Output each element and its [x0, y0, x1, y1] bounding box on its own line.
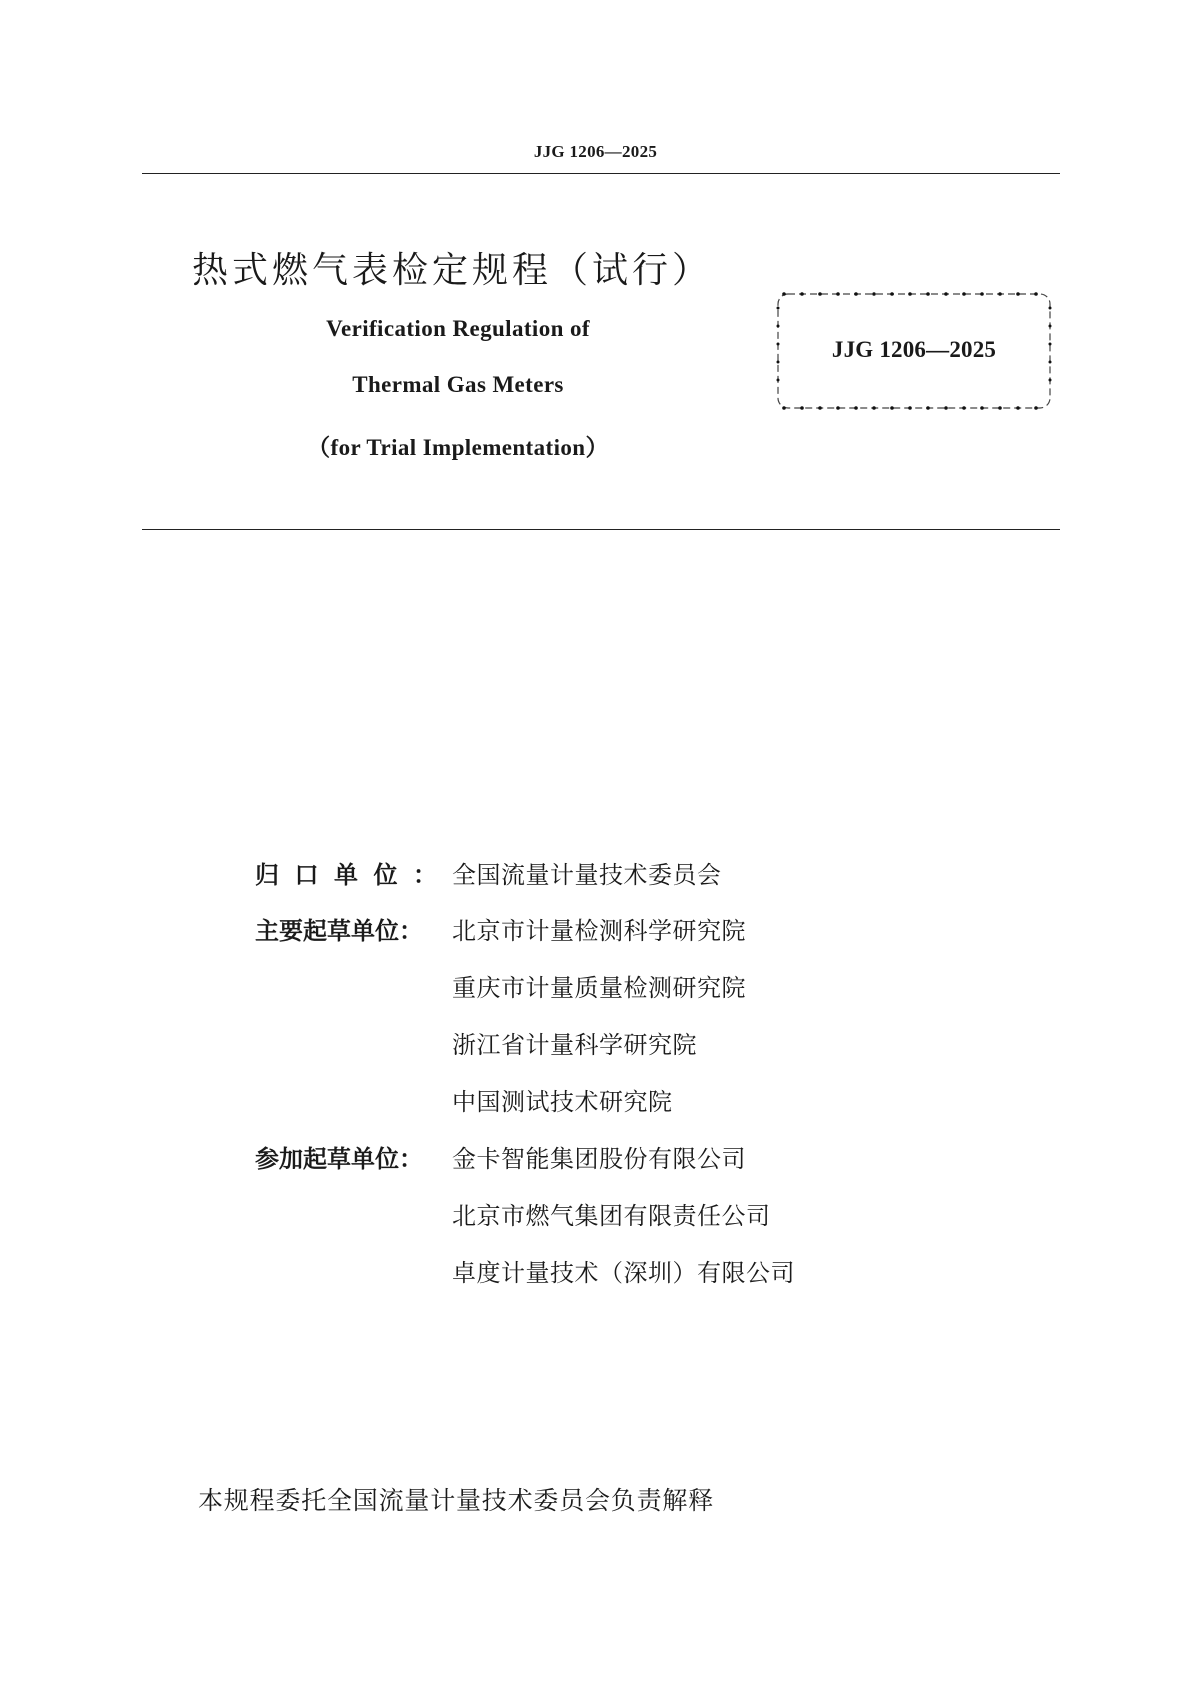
participating-label: 参加起草单位：	[255, 1145, 423, 1173]
title-divider	[142, 529, 1060, 530]
participating-unit: 金卡智能集团股份有限公司	[452, 1145, 746, 1173]
code-box-text: JJG 1206—2025	[831, 337, 997, 362]
centralized-unit-value: 全国流量计量技术委员会	[452, 861, 722, 889]
participating-unit: 卓度计量技术（深圳）有限公司	[452, 1259, 795, 1287]
title-english-line1: Verification Regulation of	[326, 316, 590, 341]
main-drafting-unit: 重庆市计量质量检测研究院	[452, 974, 746, 1002]
participating-unit: 北京市燃气集团有限责任公司	[452, 1202, 771, 1230]
header-standard-code: JJG 1206—2025	[533, 142, 658, 161]
main-drafting-label: 主要起草单位：	[255, 917, 423, 945]
main-drafting-unit: 中国测试技术研究院	[452, 1088, 673, 1116]
main-drafting-unit: 北京市计量检测科学研究院	[452, 917, 746, 945]
title-english-line3: （for Trial Implementation）	[307, 435, 609, 460]
interpretation-note: 本规程委托全国流量计量技术委员会负责解释	[198, 1486, 715, 1515]
title-english-line2: Thermal Gas Meters	[352, 372, 564, 397]
header-divider	[142, 173, 1060, 174]
main-drafting-unit: 浙江省计量科学研究院	[452, 1031, 697, 1059]
title-chinese: 热式燃气表检定规程（试行）	[192, 250, 713, 291]
centralized-unit-label: 归口单位：	[255, 861, 453, 889]
standard-code-box	[774, 290, 1054, 412]
